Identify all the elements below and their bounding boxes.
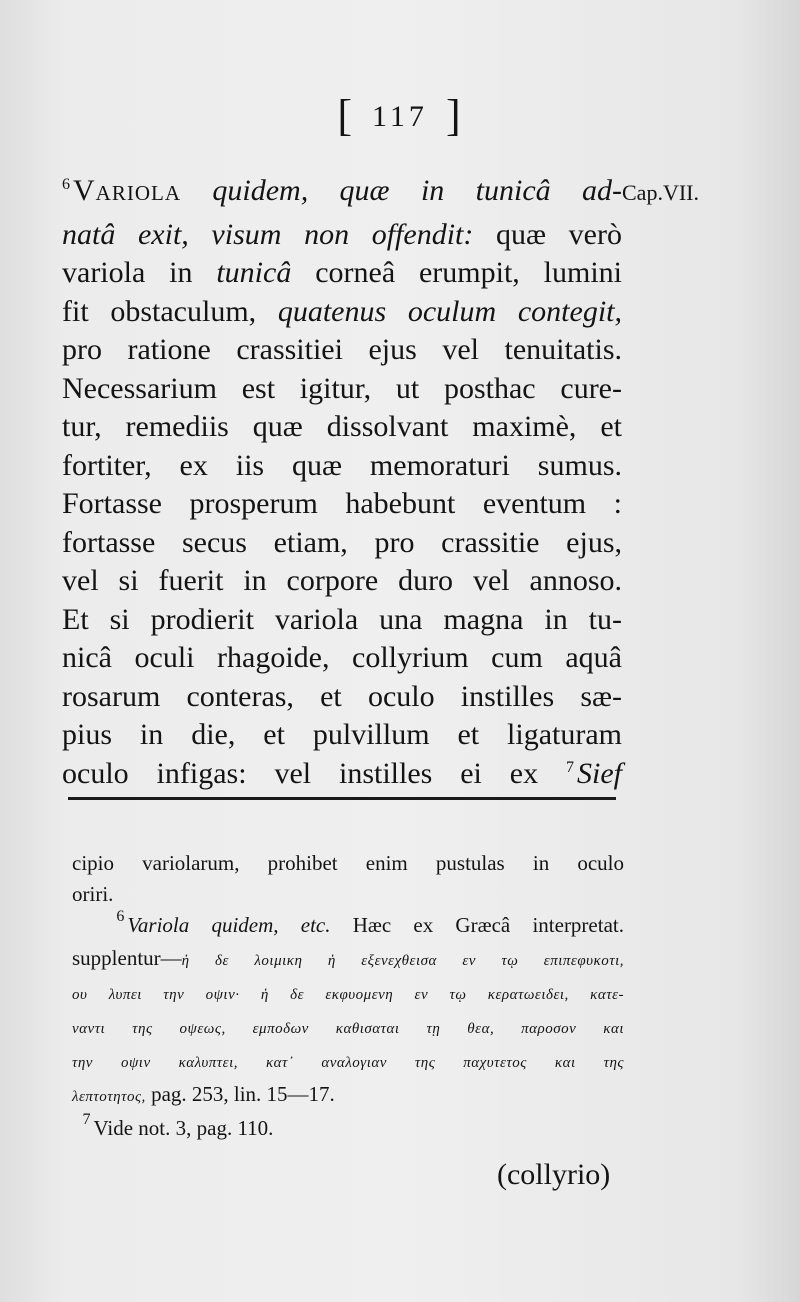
page-number: 117 <box>372 100 428 133</box>
text-line: pro ratione crassitiei ejus vel tenuitatis. <box>62 333 622 366</box>
text-line: Necessarium est igitur, ut posthac cure- <box>62 371 622 405</box>
text-line: tur, remediis quæ dissolvant maximè, et <box>62 410 622 443</box>
main-text <box>62 172 622 798</box>
text-line <box>62 172 622 216</box>
greek-text: λεπτοτητος, <box>72 1089 146 1105</box>
text-line: pius in die, et pulvillum et ligaturam <box>62 718 622 751</box>
text-run: Vide not. 3, pag. 110. <box>93 1116 274 1140</box>
footnote-line <box>72 1045 624 1079</box>
greek-text: ἡ δε λοιμικη ἡ εξενεχθεισα εν τῳ επιπεφυκοτι, <box>181 953 624 969</box>
text-run: oculo infigas: vel instilles ei ex <box>62 756 566 790</box>
text-run: supplentur— <box>72 946 182 970</box>
footnote-rule <box>68 797 616 800</box>
catchword: (collyrio) <box>497 1158 611 1191</box>
opening-word: Variola <box>73 174 181 207</box>
footnote-marker: 6 <box>116 908 125 925</box>
text-run: fit obstaculum, <box>62 294 278 328</box>
footnote-line: cipio variolarum, prohibet enim pustulas in oculo <box>72 851 624 875</box>
text-run: corneâ erumpit, lumini <box>291 256 622 289</box>
text-line: Et si prodierit variola una magna in tu- <box>62 602 622 636</box>
italic-text: natâ exit, visum non offendit: <box>62 217 474 251</box>
footnote-line <box>72 943 624 977</box>
footnote-line <box>72 1079 624 1113</box>
footnote-line <box>72 1011 624 1045</box>
footnote-marker: 7 <box>566 758 574 776</box>
footnote-line <box>72 1113 624 1146</box>
italic-text: Sief <box>577 756 622 790</box>
italic-text: tunicâ <box>216 256 292 289</box>
greek-text: ου λυπει την οψιν· ἡ δε εκφυομενη εν τῳ κερατωειδει, κατε- <box>72 987 624 1003</box>
italic-text: Variola quidem, etc. <box>127 913 331 937</box>
text-line <box>62 254 622 293</box>
text-line: rosarum conteras, et oculo instilles sæ- <box>62 679 622 713</box>
text-line: fortiter, ex iis quæ memoraturi sumus. <box>62 448 622 482</box>
text-run: pag. 253, lin. 15—17. <box>145 1082 335 1106</box>
text-line: nicâ oculi rhagoide, collyrium cum aquâ <box>62 641 622 674</box>
italic-text: quatenus oculum contegit, <box>277 294 622 328</box>
footnote-line <box>72 977 624 1011</box>
text-line <box>62 216 622 255</box>
text-line: Fortasse prosperum habebunt eventum : <box>62 487 622 520</box>
text-line: fortasse secus etiam, pro crassitie ejus, <box>62 525 622 559</box>
right-bracket: ] <box>445 91 463 140</box>
footnotes <box>72 848 624 1146</box>
text-line <box>62 293 622 332</box>
left-bracket: [ <box>337 91 355 140</box>
footnote-marker: 6 <box>62 176 70 193</box>
text-run: Hæc ex Græcâ interpretat. <box>330 913 624 937</box>
text-run: variola in <box>62 256 217 289</box>
italic-text: quidem, quæ in tunicâ ad- <box>212 174 622 207</box>
greek-text: ναντι της οψεως, εμποδων καθισαται τῃ θεα, παροσον και <box>72 1021 624 1037</box>
margin-note: Cap.VII. <box>622 180 699 205</box>
running-header <box>0 90 800 141</box>
text-run: quæ verò <box>473 217 622 251</box>
text-line <box>62 755 622 799</box>
greek-text: την οψιν καλυπτει, κατ᾽ αναλογιαν της παχυτετος και της <box>72 1055 624 1071</box>
footnote-marker: 7 <box>82 1111 91 1128</box>
footnote-line <box>72 910 624 943</box>
footnote-line: oriri. <box>72 882 114 906</box>
text-line: vel si fuerit in corpore duro vel annoso. <box>62 564 622 597</box>
